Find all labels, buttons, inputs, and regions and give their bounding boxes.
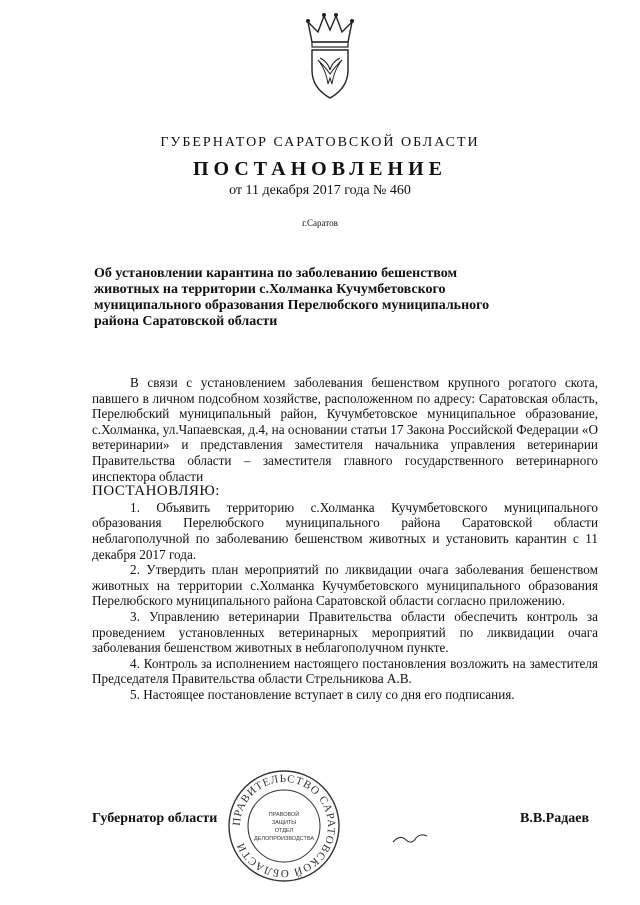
document-date-number: от 11 декабря 2017 года № 460 — [229, 183, 411, 198]
document-type: ПОСТАНОВЛЕНИЕ — [193, 158, 447, 180]
body-item-4: 4. Контроль за исполнением настоящего постановления возложить на заместителя Председателя Правительства области Стрельникова А.В. — [92, 655, 598, 687]
document-city: г.Саратов — [302, 218, 338, 228]
svg-text:ПРАВИТЕЛЬСТВО САРАТОВСКОЙ ОБЛА: ПРАВИТЕЛЬСТВО САРАТОВСКОЙ ОБЛАСТИ — [230, 772, 338, 880]
handwritten-signature-icon — [392, 832, 428, 846]
body-item-5: 5. Настоящее постановление вступает в силу со дня его подписания. — [130, 686, 515, 702]
body-preamble: В связи с установлением заболевания бешенством крупного рогатого скота, павшего в личном подсобном хозяйстве, расположенном по адресу: Саратовская область, Перелюбский муниципальный район, Кучумбетовское муниципальное образование, с.Холманка, ул.Чапаевская, д.4, на основании статьи 17 Закона Российской Федерации «О ветеринарии» и представления заместителя начальника управления ветеринарии Правительства области – заместителя главного государственного ветеринарного инспектора области — [92, 375, 598, 484]
signer-title: Губернатор области — [92, 811, 218, 826]
body-item-3: 3. Управлению ветеринарии Правительства области обеспечить контроль за проведением установленных ветеринарных мероприятий по ликвидации очага заболевания бешенством животных в неблагополучном пункте. — [92, 608, 598, 656]
document-body — [92, 375, 598, 702]
issuing-authority: ГУБЕРНАТОР САРАТОВСКОЙ ОБЛАСТИ — [160, 135, 480, 150]
svg-text:ПРАВОВОЙ: ПРАВОВОЙ — [268, 812, 300, 818]
document-title: Об установлении карантина по заболеванию бешенством животных на территории с.Холманка Кучумбетовского муниципального образования Перелюбского муниципального района Саратовской области — [94, 266, 490, 329]
body-item-1: 1. Объявить территорию с.Холманка Кучумбетовского муниципального образования Перелюбского муниципального района Саратовской области неблагополучной по заболеванию бешенством животных и установить карантин с 11 декабря 2017 года. — [92, 499, 598, 562]
svg-text:ОТДЕЛ: ОТДЕЛ — [274, 828, 294, 834]
svg-text:ДЕЛОПРОИЗВОДСТВА: ДЕЛОПРОИЗВОДСТВА — [253, 836, 315, 842]
saratov-coat-of-arms-icon — [298, 12, 362, 102]
body-item-2: 2. Утвердить план мероприятий по ликвидации очага заболевания бешенством животных на территории с.Холманка Кучумбетовского муниципального образования Перелюбского муниципального района Саратовской области согласно приложению. — [92, 562, 598, 609]
signer-name: В.В.Радаев — [520, 811, 590, 826]
body-resolve: ПОСТАНОВЛЯЮ: — [92, 483, 220, 500]
official-stamp-icon — [226, 768, 342, 884]
svg-text:ЗАЩИТЫ: ЗАЩИТЫ — [271, 820, 297, 826]
